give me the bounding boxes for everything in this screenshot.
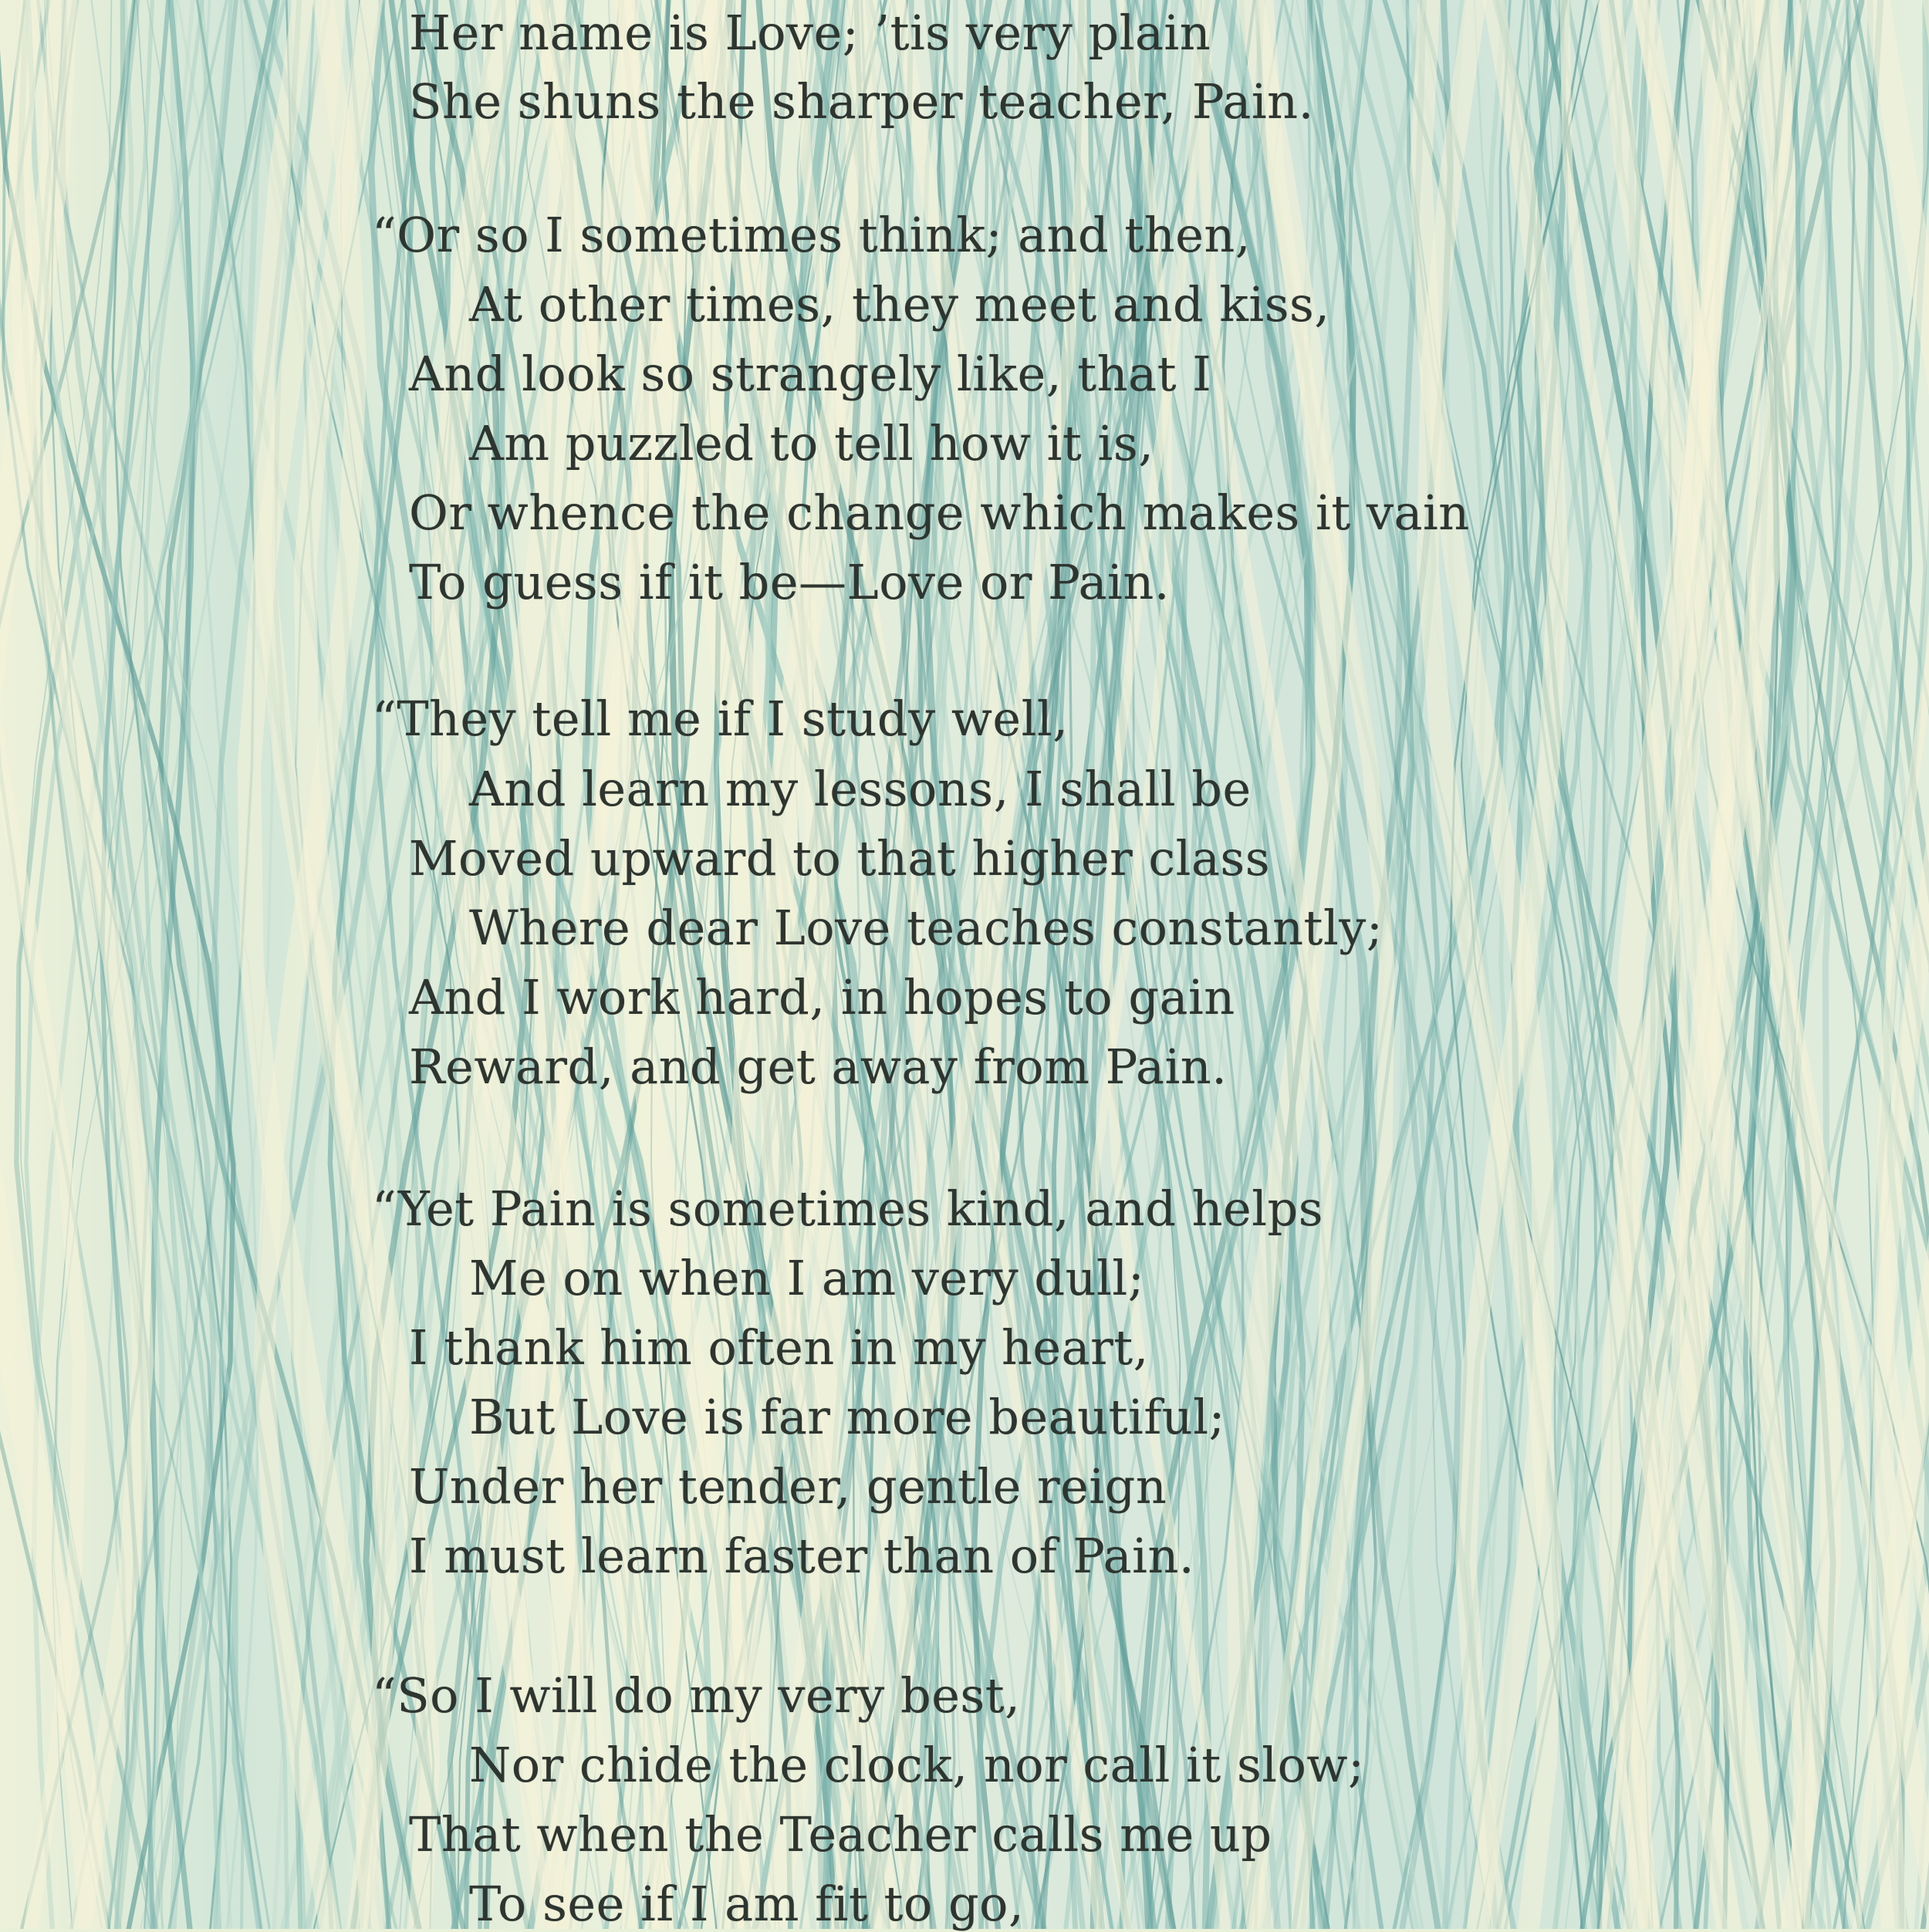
poem-line: And I work hard, in hopes to gain: [409, 971, 1235, 1025]
poem-line: “Yet Pain is sometimes kind, and helps: [372, 1182, 1323, 1236]
poem-line: Or whence the change which makes it vain: [409, 486, 1470, 540]
poem-line: But Love is far more beautiful;: [469, 1390, 1225, 1444]
poem-line: I thank him often in my heart,: [409, 1321, 1149, 1375]
poem-line: “Or so I sometimes think; and then,: [372, 208, 1251, 262]
poem-line: To see if I am fit to go,: [469, 1877, 1024, 1931]
poem-line: Moved upward to that higher class: [409, 832, 1270, 886]
poem-line: And look so strangely like, that I: [409, 347, 1211, 401]
poem-line: I must learn faster than of Pain.: [409, 1529, 1194, 1583]
poem-line: “They tell me if I study well,: [372, 692, 1068, 746]
poem-line: Me on when I am very dull;: [469, 1251, 1144, 1305]
poem-line: Under her tender, gentle reign: [409, 1460, 1167, 1514]
poem-line: That when the Teacher calls me up: [409, 1808, 1272, 1862]
poem-line: Am puzzled to tell how it is,: [469, 417, 1154, 471]
poem-line: “So I will do my very best,: [372, 1669, 1020, 1723]
poem-line: She shuns the sharper teacher, Pain.: [409, 75, 1314, 129]
poem-line: Nor chide the clock, nor call it slow;: [469, 1738, 1364, 1792]
poem-line: Her name is Love; ’tis very plain: [409, 6, 1211, 60]
poem-line: Reward, and get away from Pain.: [409, 1040, 1227, 1094]
poem-line: And learn my lessons, I shall be: [469, 762, 1252, 816]
poem-line: At other times, they meet and kiss,: [469, 278, 1330, 332]
poem-line: To guess if it be—Love or Pain.: [409, 556, 1170, 610]
poem-line: Where dear Love teaches constantly;: [469, 901, 1383, 955]
